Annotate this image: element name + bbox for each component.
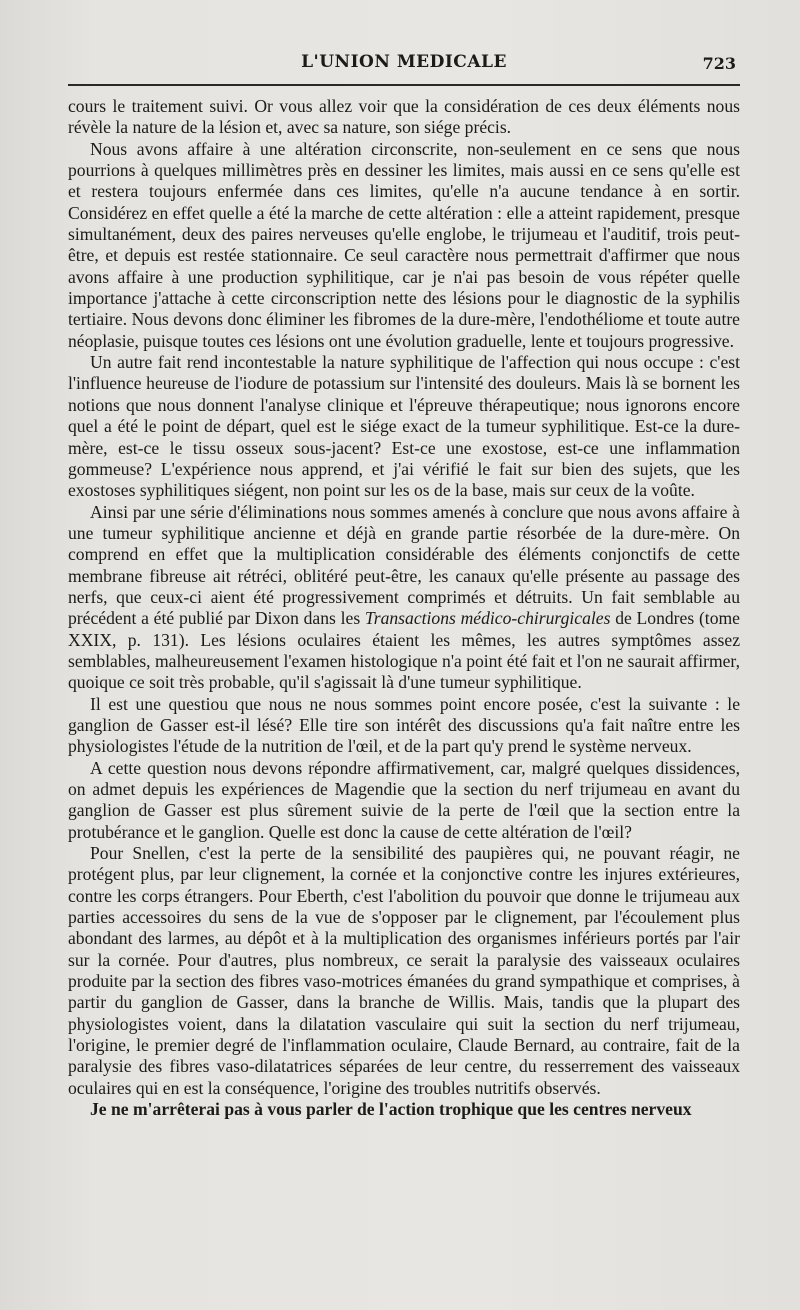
header-rule [68,84,740,86]
paragraph-6: A cette question nous devons répondre affirmativement, car, malgré quelques dissidences, on admet depuis les expériences de Magendie que la section du nerf trijumeau en avant du ganglion de Gasser est plus sûrement suivie de la perte de l'œil que la section entre la protubérance et le ganglion. Quelle est donc la cause de cette altération de l'œil? [68,757,740,842]
journal-title-italic: Transactions médico-chirurgicales [364,608,611,629]
paragraph-4-text-after: de Londres (tome XXIX, p. 131). Les lésions oculaires étaient les mêmes, les autres symptômes assez semblables, malheureusement l'examen histologique n'a point été fait et l'on ne saurait affirmer, quoique ce soit très probable, qu'il s'agissait là d'une tumeur syphilitique. [68,608,740,693]
paragraph-1: cours le traitement suivi. Or vous allez voir que la considération de ces deux éléments nous révèle la nature de la lésion et, avec sa nature, son siége précis. [68,96,740,138]
paragraph-8: Je ne m'arrêterai pas à vous parler de l'action trophique que les centres nerveux [90,1099,692,1120]
paragraph-3: Un autre fait rend incontestable la nature syphilitique de l'affection qui nous occupe : c'est l'influence heureuse de l'iodure de potassium sur l'intensité des douleurs. Mais là se bornent les notions que nous donnent l'analyse clinique et l'épreuve thérapeutique; nous ignorons encore quel a été le point de départ, quel est le siége exact de la tumeur syphilitique. Est-ce la dure-mère, est-ce le tissu osseux sous-jacent? Est-ce une exostose, est-ce une inflammation gommeuse? L'expérience nous apprend, et j'ai vérifié le fait sur bien des sujets, que les exostoses syphilitiques siégent, non point sur les os de la base, mais sur ceux de la voûte. [68,352,740,501]
paragraph-7: Pour Snellen, c'est la perte de la sensibilité des paupières qui, ne pouvant réagir, ne protégent plus, par leur clignement, la cornée et la conjonctive contre les injures extérieures, contre les corps étrangers. Pour Eberth, c'est l'abolition du pouvoir que donne le trijumeau aux parties accessoires du sens de la vue de s'opposer par le clignement, par l'écoulement plus abondant des larmes, au dépôt et à la multiplication des organismes inférieurs portés par l'air sur la cornée. Pour d'autres, plus nombreux, ce serait la paralysie des vaisseaux oculaires produite par la section des fibres vaso-motrices émanées du grand sympathique et comprises, à partir du ganglion de Gasser, dans la branche de Willis. Mais, tandis que la plupart des physiologistes voient, dans la dilatation vasculaire qui suit la section du nerf trijumeau, l'origine, le premier degré de l'inflammation oculaire, Claude Bernard, au contraire, fait de la paralysie des fibres vaso-dilatatrices séparées de leur centre, du resserrement des vaisseaux oculaires qui en est la conséquence, l'origine des troubles nutritifs observés. [68,843,740,1098]
paragraph-2: Nous avons affaire à une altération circonscrite, non-seulement en ce sens que nous pourrions à quelques millimètres près en dessiner les limites, mais aussi en ce sens qu'elle est et restera toujours enfermée dans ces limites, qu'elle n'a aucune tendance à en sortir. Considérez en effet quelle a été la marche de cette altération : elle a atteint rapidement, presque simultanément, deux des paires nerveuses qu'elle englobe, le trijumeau et l'auditif, trois peut-être, et depuis est restée stationnaire. Ce seul caractère nous permettrait d'affirmer que nous avons affaire à une production syphilitique, car je n'ai pas besoin de vous répéter quelle importance j'attache à cette circonscription nette des lésions pour le diagnostic de la syphilis tertiaire. Nous devons donc éliminer les fibromes de la dure-mère, l'endothéliome et toute autre néoplasie, puisque toutes ces lésions ont une évolution graduelle, lente et toujours progressive. [68,138,740,351]
page-number: 723 [702,54,736,73]
paragraph-4 [68,502,740,694]
article-text [68,96,740,1121]
paragraph-5: Il est une questiou que nous ne nous sommes point encore posée, c'est la suivante : le ganglion de Gasser est-il lésé? Elle tire son intérêt des discussions qu'a fait naître entre les physiologistes l'étude de la nutrition de l'œil, et de la part qu'y prend le système nerveux. [68,693,740,757]
page-header [68,46,740,86]
running-title: L'UNION MEDICALE [301,52,507,72]
paragraph-4-text-before: Ainsi par une série d'éliminations nous sommes amenés à conclure que nous avons affaire à une tumeur syphilitique ancienne et déjà en grande partie résorbée de la dure-mère. On comprend en effet que la multiplication considérable des éléments conjonctifs de cette membrane fibreuse ait rétréci, oblitéré peut-être, les canaux qu'elle présente au passage des nerfs, que ceux-ci aient été progressivement comprimés et détruits. Un fait semblable au précédent a été publié par Dixon dans les [68,501,740,629]
